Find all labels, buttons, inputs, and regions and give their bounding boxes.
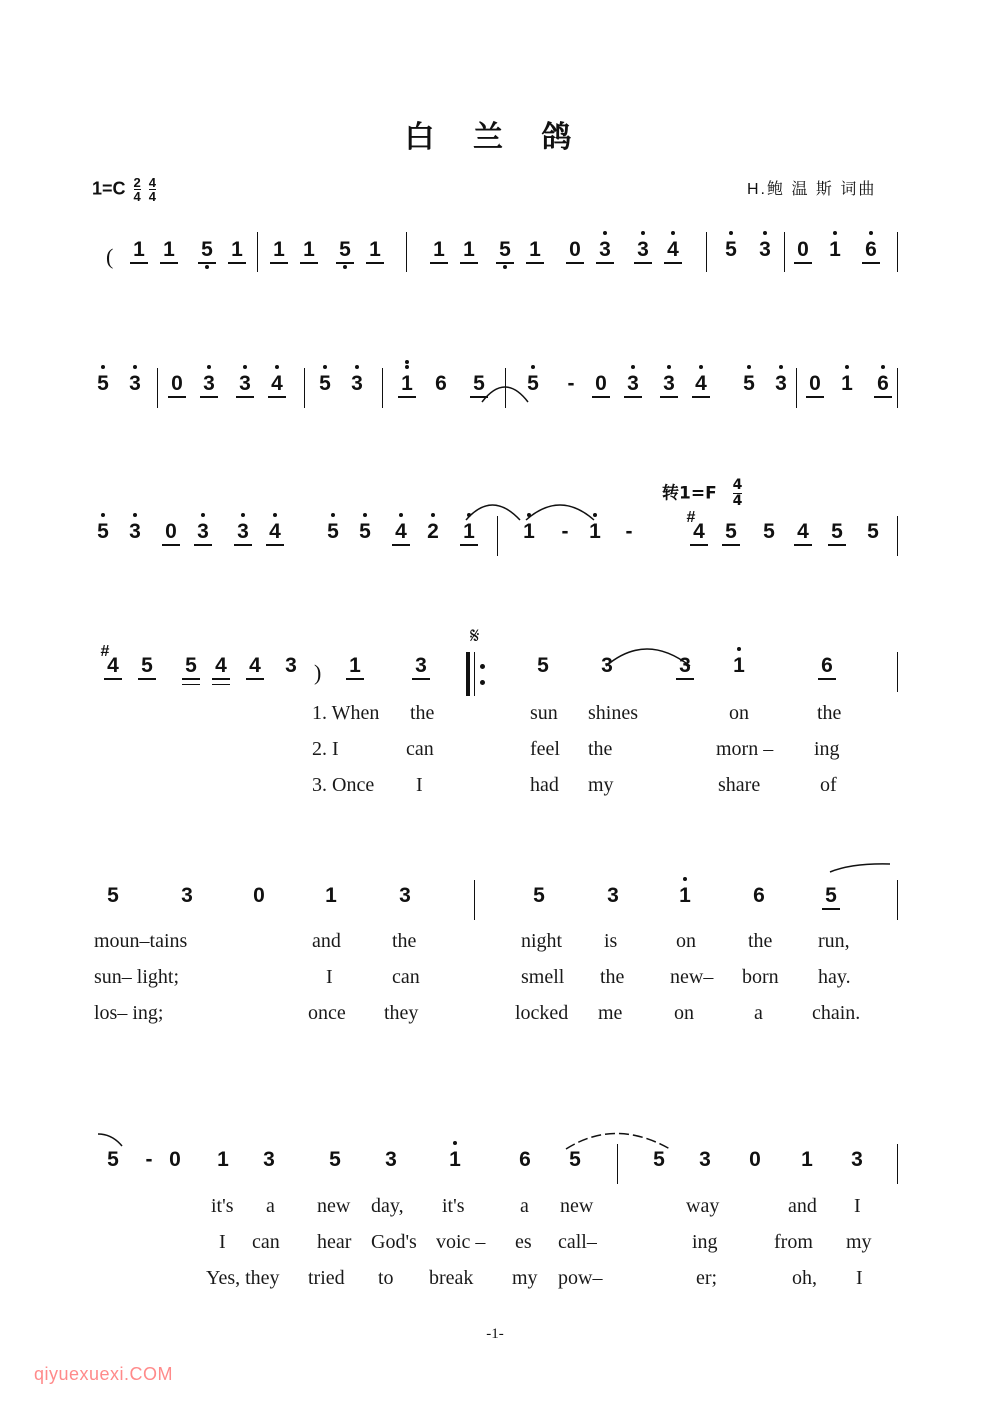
lyric-v1-on2: on <box>676 930 696 952</box>
jianpu-note: 1 <box>730 654 748 678</box>
jianpu-note: 1 <box>460 238 478 264</box>
lyric-v1-is: is <box>604 930 618 952</box>
lyric-v1-the2: the <box>817 702 842 724</box>
jianpu-note: 3 <box>851 1148 863 1171</box>
jianpu-note: 3 <box>385 1148 397 1171</box>
lyric-v1-mountains: moun–tains <box>94 930 188 952</box>
lyric-v1-day: day, <box>371 1195 404 1217</box>
lyric-v1-sun: sun <box>530 702 558 724</box>
bar-line <box>382 368 383 408</box>
bar-line <box>505 368 506 408</box>
page-number: -1- <box>486 1326 504 1342</box>
jianpu-note: 1 <box>346 654 364 680</box>
bar-line <box>897 368 898 408</box>
lyric-v1-new2: new <box>560 1195 594 1217</box>
repeat-dot <box>480 664 485 669</box>
jianpu-note: 3 <box>601 654 613 677</box>
lyric-v3-once: 3. Once <box>312 774 375 796</box>
jianpu-note: 4 <box>212 654 230 680</box>
jianpu-note: 1 <box>160 238 178 264</box>
lyric-v3-break: break <box>429 1267 474 1289</box>
jianpu-note: 3 <box>285 654 297 677</box>
lyric-v2-the2: the <box>600 966 625 988</box>
jianpu-note: 5 <box>822 884 840 910</box>
jianpu-note: 6 <box>818 654 836 680</box>
lyric-v2-i2: I <box>326 966 333 988</box>
jianpu-note: 5 <box>722 520 740 546</box>
jianpu-note: 1 <box>520 520 538 544</box>
jianpu-note: 5 <box>740 372 758 396</box>
jianpu-note: 5 <box>138 654 156 680</box>
jianpu-note: 3 <box>772 372 790 396</box>
lyric-v3-a: a <box>754 1002 763 1024</box>
jianpu-note: 5 <box>496 238 514 264</box>
lyric-v1-when: 1. When <box>312 702 380 724</box>
jianpu-note: 6 <box>519 1148 531 1171</box>
lyric-v2-from: from <box>774 1231 813 1253</box>
time-signature-2-4: $\frac{2}{4}$ <box>133 175 141 204</box>
lyric-v3-on: on <box>674 1002 694 1024</box>
jianpu-note: 5 <box>722 238 740 262</box>
lyric-v1-a2: a <box>520 1195 529 1217</box>
lyric-v2-voic: voic – <box>436 1231 486 1253</box>
bar-line <box>897 232 898 272</box>
jianpu-note: 5 <box>107 1148 119 1171</box>
note-dash: - <box>567 372 575 395</box>
jianpu-note: 4 <box>104 654 122 680</box>
jianpu-note: 5 <box>533 884 545 907</box>
key-label: 1=C <box>92 178 126 199</box>
jianpu-note: 1 <box>430 238 448 264</box>
bar-line <box>784 232 785 272</box>
jianpu-note: 3 <box>699 1148 711 1171</box>
lyric-v2-i3: I <box>219 1231 226 1253</box>
lyric-v1-its: it's <box>211 1195 234 1217</box>
lyric-v2-born: born <box>742 966 779 988</box>
jianpu-note: 5 <box>324 520 342 544</box>
jianpu-note: 1 <box>300 238 318 264</box>
bar-line <box>796 368 797 408</box>
jianpu-note: 1 <box>398 372 416 398</box>
lyric-v1-night: night <box>521 930 563 952</box>
bar-line <box>257 232 258 272</box>
lyric-v2-morn: morn – <box>716 738 774 760</box>
jianpu-note: 1 <box>676 884 694 908</box>
lyric-v3-me: me <box>598 1002 623 1024</box>
jianpu-note: 6 <box>435 372 447 395</box>
jianpu-note: 3 <box>607 884 619 907</box>
jianpu-note: 5 <box>316 372 334 396</box>
lyric-v2-can2: can <box>392 966 420 988</box>
jianpu-note: 0 <box>592 372 610 398</box>
jianpu-note: 4 <box>266 520 284 546</box>
lyric-v3-they: they <box>384 1002 419 1024</box>
lyric-v2-hay: hay. <box>818 966 851 988</box>
jianpu-note: 5 <box>763 520 775 543</box>
jianpu-note: 3 <box>263 1148 275 1171</box>
lyric-v3-i: I <box>416 774 423 796</box>
lyric-v1-way: way <box>686 1195 720 1217</box>
jianpu-note: 4 <box>392 520 410 546</box>
bracket-mark: ( <box>106 244 114 269</box>
jianpu-note: 0 <box>749 1148 761 1171</box>
bar-line <box>897 652 898 692</box>
composer-credit: H.鲍 温 斯 词曲 <box>747 181 877 198</box>
jianpu-note: 3 <box>234 520 252 546</box>
bracket-mark: ) <box>314 660 322 685</box>
lyric-v3-pow: pow– <box>558 1267 603 1289</box>
jianpu-note: 1 <box>526 238 544 264</box>
lyric-v3-of: of <box>820 774 837 796</box>
lyric-v1-the3: the <box>392 930 417 952</box>
jianpu-note: 3 <box>676 654 694 680</box>
lyric-v3-chain: chain. <box>812 1002 861 1024</box>
jianpu-note: 4 <box>246 654 264 680</box>
jianpu-note: 5 <box>94 372 112 396</box>
jianpu-note: 3 <box>181 884 193 907</box>
lyric-v1-shines: shines <box>588 702 638 724</box>
jianpu-note: 5 <box>336 238 354 264</box>
bar-line <box>474 880 475 920</box>
lyric-v2-ing: ing <box>814 738 840 760</box>
lyric-v3-my: my <box>588 774 614 796</box>
jianpu-note: 1 <box>838 372 856 396</box>
jianpu-note: 5 <box>524 372 542 396</box>
segno-sign: 𝄋 <box>470 624 480 649</box>
jianpu-note: 0 <box>566 238 584 264</box>
jianpu-note: 3 <box>194 520 212 546</box>
jianpu-note: 5 <box>329 1148 341 1171</box>
bar-line <box>304 368 305 408</box>
bar-line <box>897 1144 898 1184</box>
jianpu-note: 3 <box>624 372 642 398</box>
jianpu-note: 0 <box>168 372 186 398</box>
jianpu-note: 5 <box>653 1148 665 1171</box>
jianpu-note: 0 <box>162 520 180 546</box>
jianpu-note: 1 <box>446 1148 464 1172</box>
jianpu-note: 6 <box>753 884 765 907</box>
jianpu-note: 5 <box>569 1148 581 1171</box>
jianpu-note: 5 <box>198 238 216 264</box>
bar-line <box>617 1144 618 1184</box>
repeat-bar <box>466 652 470 696</box>
lyric-v2-my: my <box>846 1231 872 1253</box>
lyric-v2-can3: can <box>252 1231 280 1253</box>
modulation-mark: 转1=F $\frac{4}{4}$ <box>662 477 743 509</box>
site-watermark: qiyuexuexi.COM <box>34 1364 174 1384</box>
lyric-v3-losing: los– ing; <box>94 1002 164 1024</box>
time-signature-4-4: $\frac{4}{4}$ <box>148 175 157 204</box>
lyric-v1-a: a <box>266 1195 275 1217</box>
lyric-v2-hear: hear <box>317 1231 352 1253</box>
jianpu-note: 3 <box>596 238 614 264</box>
lyric-v2-can: can <box>406 738 434 760</box>
jianpu-note: 5 <box>470 372 488 398</box>
jianpu-note: 1 <box>130 238 148 264</box>
bar-line <box>897 880 898 920</box>
bar-line <box>706 232 707 272</box>
jianpu-note: 5 <box>537 654 549 677</box>
lyric-v1-the4: the <box>748 930 773 952</box>
jianpu-note: 3 <box>660 372 678 398</box>
note-dash: - <box>561 520 569 543</box>
jianpu-note: 1 <box>270 238 288 264</box>
jianpu-note: 6 <box>862 238 880 264</box>
jianpu-note: 3 <box>126 372 144 396</box>
bar-line <box>497 516 498 556</box>
jianpu-note: 5 <box>182 654 200 680</box>
sharp-sign: # <box>686 509 696 526</box>
jianpu-note: 4 <box>268 372 286 398</box>
lyric-v1-new: new <box>317 1195 351 1217</box>
lyric-v3-oh: oh, <box>792 1267 817 1289</box>
lyric-v1-on: on <box>729 702 749 724</box>
lyric-v1-and2: and <box>788 1195 817 1217</box>
jianpu-note: 5 <box>107 884 119 907</box>
lyric-v3-to: to <box>378 1267 394 1289</box>
lyric-v2-es: es <box>515 1231 532 1253</box>
jianpu-note: 3 <box>200 372 218 398</box>
lyric-v2-gods: God's <box>371 1231 417 1253</box>
jianpu-note: 0 <box>794 238 812 264</box>
lyric-v3-i2: I <box>856 1267 863 1289</box>
note-dash: - <box>625 520 633 543</box>
lyric-v3-er: er; <box>696 1267 718 1289</box>
jianpu-note: 1 <box>228 238 246 264</box>
song-title: 白 兰 鸽 <box>404 120 586 155</box>
jianpu-note: 1 <box>460 520 478 546</box>
repeat-bar <box>474 652 475 696</box>
lyric-v1-run: run, <box>818 930 850 952</box>
lyric-v1-and: and <box>312 930 341 952</box>
jianpu-note: 5 <box>828 520 846 546</box>
jianpu-note: 1 <box>801 1148 813 1171</box>
bar-line <box>157 368 158 408</box>
lyric-v3-locked: locked <box>515 1002 569 1024</box>
jianpu-note: 6 <box>874 372 892 398</box>
jianpu-note: 3 <box>634 238 652 264</box>
lyric-v2-i: 2. I <box>312 738 339 760</box>
jianpu-note: 3 <box>126 520 144 544</box>
lyric-v2-call: call– <box>558 1231 597 1253</box>
jianpu-note: 4 <box>690 520 708 546</box>
jianpu-note: 3 <box>756 238 774 262</box>
jianpu-note: 1 <box>586 520 604 544</box>
lyric-v3-yes-they: Yes, they <box>206 1267 280 1289</box>
jianpu-note: 1 <box>325 884 337 907</box>
jianpu-note: 1 <box>826 238 844 262</box>
jianpu-note: 0 <box>806 372 824 398</box>
jianpu-note: 3 <box>412 654 430 680</box>
jianpu-note: 5 <box>94 520 112 544</box>
lyric-v2-ing2: ing <box>692 1231 718 1253</box>
jianpu-note: 3 <box>399 884 411 907</box>
jianpu-note: 5 <box>356 520 374 544</box>
jianpu-note: 4 <box>794 520 812 546</box>
lyric-v3-share: share <box>718 774 761 796</box>
bar-line <box>406 232 407 272</box>
jianpu-note: 4 <box>664 238 682 264</box>
sharp-sign: # <box>100 643 110 660</box>
lyric-v1-i3: I <box>854 1195 861 1217</box>
lyric-v2-sunlight: sun– light; <box>94 966 180 988</box>
lyric-v1-the: the <box>410 702 435 724</box>
jianpu-note: 5 <box>867 520 879 543</box>
lyric-v2-the: the <box>588 738 613 760</box>
lyric-v3-once2: once <box>308 1002 346 1024</box>
repeat-dot <box>480 680 485 685</box>
jianpu-note: 3 <box>348 372 366 396</box>
lyric-v3-had: had <box>530 774 559 796</box>
jianpu-note: 3 <box>236 372 254 398</box>
lyric-v2-new: new– <box>670 966 714 988</box>
jianpu-note: 1 <box>217 1148 229 1171</box>
key-signature <box>92 176 156 203</box>
lyric-v2-feel: feel <box>530 738 560 760</box>
jianpu-note: 0 <box>169 1148 181 1171</box>
lyric-v2-smell: smell <box>521 966 565 988</box>
bar-line <box>897 516 898 556</box>
jianpu-note: 1 <box>366 238 384 264</box>
lyric-v3-my: my <box>512 1267 538 1289</box>
jianpu-note: 2 <box>424 520 442 544</box>
lyric-v3-tried: tried <box>308 1267 345 1289</box>
jianpu-note: 0 <box>253 884 265 907</box>
jianpu-note: 4 <box>692 372 710 398</box>
lyric-v1-its2: it's <box>442 1195 465 1217</box>
note-dash: - <box>145 1148 153 1171</box>
